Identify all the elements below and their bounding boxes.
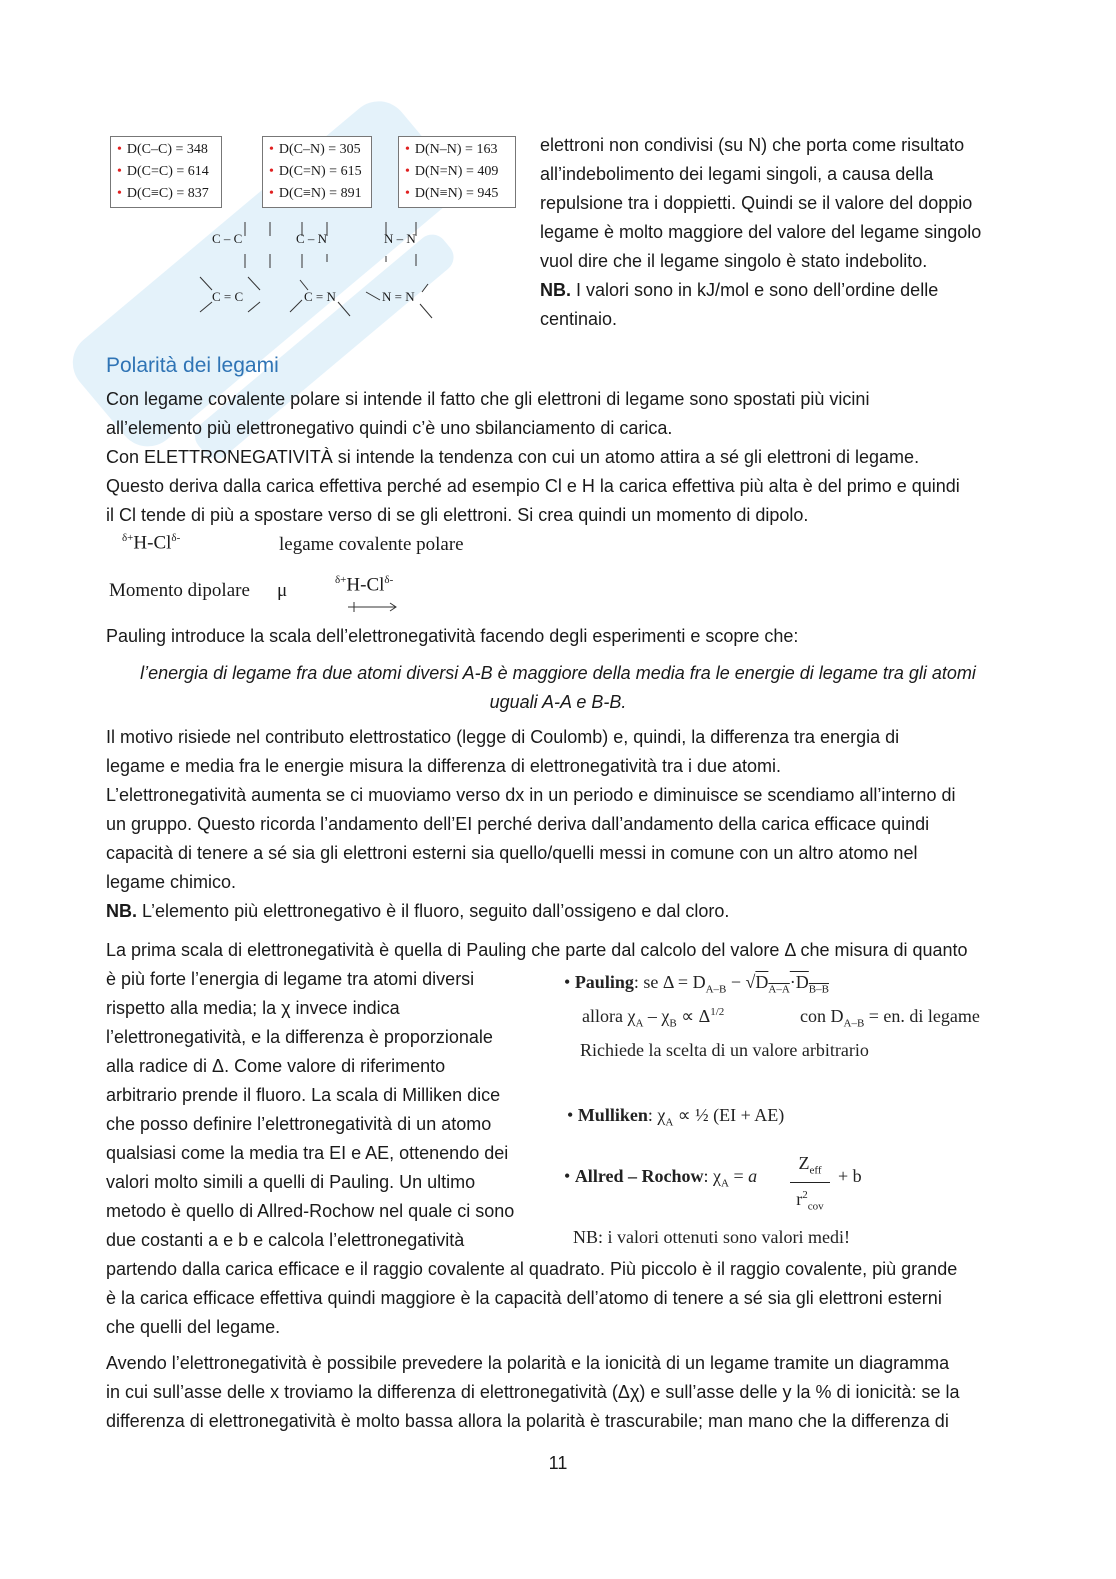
allred-constant: + b bbox=[838, 1166, 862, 1186]
formulas-note: NB: i valori ottenuti sono valori medi! bbox=[573, 1227, 850, 1247]
section-title: Polarità dei legami bbox=[106, 354, 279, 377]
allred-rochow-formula: • Allred – Rochow: $\chi_A = a$ bbox=[564, 1166, 758, 1190]
allred-fraction: $Z_{eff}$ $r^2_{cov}$ bbox=[790, 1152, 830, 1218]
single-bond-cc: C – C bbox=[212, 231, 243, 246]
double-bond-cn: C = N bbox=[304, 289, 336, 304]
pauling-relation: allora $\chi_A - \chi_B \propto \Delta^{1/2}$ bbox=[582, 1006, 725, 1030]
pauling-quote: l’energia di legame fra due atomi diversi A-B è maggiore della media fra le energie di legame tra gli atomi uguali A-A e B-B. bbox=[140, 663, 976, 712]
nb-fluorine: NB. L’elemento più elettronegativo è il fluoro, seguito dall’ossigeno e dal cloro. bbox=[106, 901, 730, 921]
double-bond-cc: C = C bbox=[212, 289, 244, 304]
mu-symbol: μ bbox=[277, 580, 288, 601]
bond-box-cn: • D(C–N) = 305 • D(C=N) = 615 • D(C≡N) = 891 bbox=[262, 136, 372, 208]
paragraph-polar-bond: Con legame covalente polare si intende il fatto che gli elettroni di legame sono spostati più vicini all’elemento più elettronegativo quindi c’è uno sbilanciamento di carica. Con ELETTRONEGATIVITÀ si intende la tendenza con cui un atomo attira a sé gli elettroni di legame. Questo deriva dalla carica effettiva perché ad esempio Cl e H la carica effettiva più alta è del primo e quindi il Cl tende di più a spostare verso di se gli elettroni. Si crea quindi un momento di dipolo. bbox=[106, 389, 960, 525]
dipole-molecule-2: $^{\delta+}H-Cl^{\delta-}$ bbox=[335, 574, 394, 596]
pauling-definition: con $D_{A-B}$ = en. di legame bbox=[800, 1006, 980, 1030]
paragraph-scales-left: è più forte l’energia di legame tra atomi diversi rispetto alla media; la χ invece indica l’elettronegatività, e la differenza è proporzionale alla radice di Δ. Come valore di riferimento arbitrario prende il fluoro. La scala di Milliken dice che posso definire l’elettronegatività di un atomo qualsiasi come la media tra EI e AE, ottenendo dei valori molto simili a quelli di Pauling. Un ultimo metodo è quello di Allred-Rochow nel quale ci sono due costanti a e b e calcola l’elettronegatività bbox=[106, 969, 515, 1250]
dipole-arrow bbox=[346, 600, 400, 614]
label-dipole-moment: Momento dipolare bbox=[109, 580, 250, 601]
pauling-note: Richiede la scelta di un valore arbitrario bbox=[580, 1040, 869, 1060]
intro-text: elettroni non condivisi (su N) che porta come risultato all’indebolimento dei legami singoli, a causa della repulsione tra i doppietti. Quindi se il valore del doppio legame è molto maggiore del valore del legame singolo vuol dire che il legame singolo è stato indebolito. NB. I valori sono in kJ/mol e sono dell’ordine delle centinaio. bbox=[540, 131, 1010, 334]
nb-units: NB. I valori sono in kJ/mol e sono dell’ordine delle bbox=[540, 280, 939, 300]
bond-box-cc: • D(C–C) = 348 • D(C=C) = 614 • D(C≡C) = 837 bbox=[110, 136, 222, 208]
single-bond-nn: N – N bbox=[384, 231, 416, 246]
bond-structures-drawing bbox=[190, 212, 450, 324]
mulliken-formula: • Mulliken: $\chi_A$ ∝ ½ (EI + AE) bbox=[567, 1105, 785, 1129]
double-bond-nn: N = N bbox=[382, 289, 415, 304]
pauling-formula: • Pauling: se $\Delta = D_{A-B} - √D_{A-A}\cdot D_{B-B}$ bbox=[564, 972, 829, 996]
page-number: 11 bbox=[548, 1453, 568, 1473]
single-bond-cn: C – N bbox=[296, 231, 328, 246]
paragraph-coulomb: Il motivo risiede nel contributo elettrostatico (legge di Coulomb) e, quindi, la differenza tra energia di legame e media fra le energie misura la differenza di elettronegatività tra i due atomi. L’elettronegatività aumenta se ci muoviamo verso dx in un periodo e diminuisce se scendiamo all’interno di un gruppo. Questo ricorda l’andamento dell’EI perché deriva dall’andamento della carica efficace quindi capacità di tenere a sé sia gli elettroni esterni sia quello/quelli messi in comune con un altro atomo nel legame chimico. NB. L’elemento più elettronegativo è il fluoro, seguito dall’ossigeno e dal cloro. bbox=[106, 723, 1016, 926]
paragraph-scales-rest: partendo dalla carica efficace e il raggio covalente al quadrato. Più piccolo è il raggio covalente, più grande è la carica efficace effettiva quindi maggiore è la capacità dell’atomo di tenere a sé sia gli elettroni esterni che quelli del legame. bbox=[106, 1259, 958, 1337]
dipole-molecule-1: $^{\delta+}H-Cl^{\delta-}$ bbox=[122, 532, 181, 554]
bond-box-nn: • D(N–N) = 163 • D(N=N) = 409 • D(N≡N) = 945 bbox=[398, 136, 516, 208]
pauling-intro: Pauling introduce la scala dell’elettronegatività facendo degli esperimenti e scopre che: bbox=[106, 626, 799, 646]
label-polar-bond: legame covalente polare bbox=[279, 534, 464, 555]
paragraph-ionicity: Avendo l’elettronegatività è possibile prevedere la polarità e la ionicità di un legame tramite un diagramma in cui sull’asse delle x troviamo la differenza di elettronegatività (Δχ) e sull’asse delle y la % di ionicità: se la differenza di elettronegatività è molto bassa allora la polarità è trascurabile; man mano che la differenza di bbox=[106, 1353, 960, 1431]
paragraph-scales-first-line: La prima scala di elettronegatività è quella di Pauling che parte dal calcolo del valore Δ che misura di quanto bbox=[106, 940, 968, 960]
